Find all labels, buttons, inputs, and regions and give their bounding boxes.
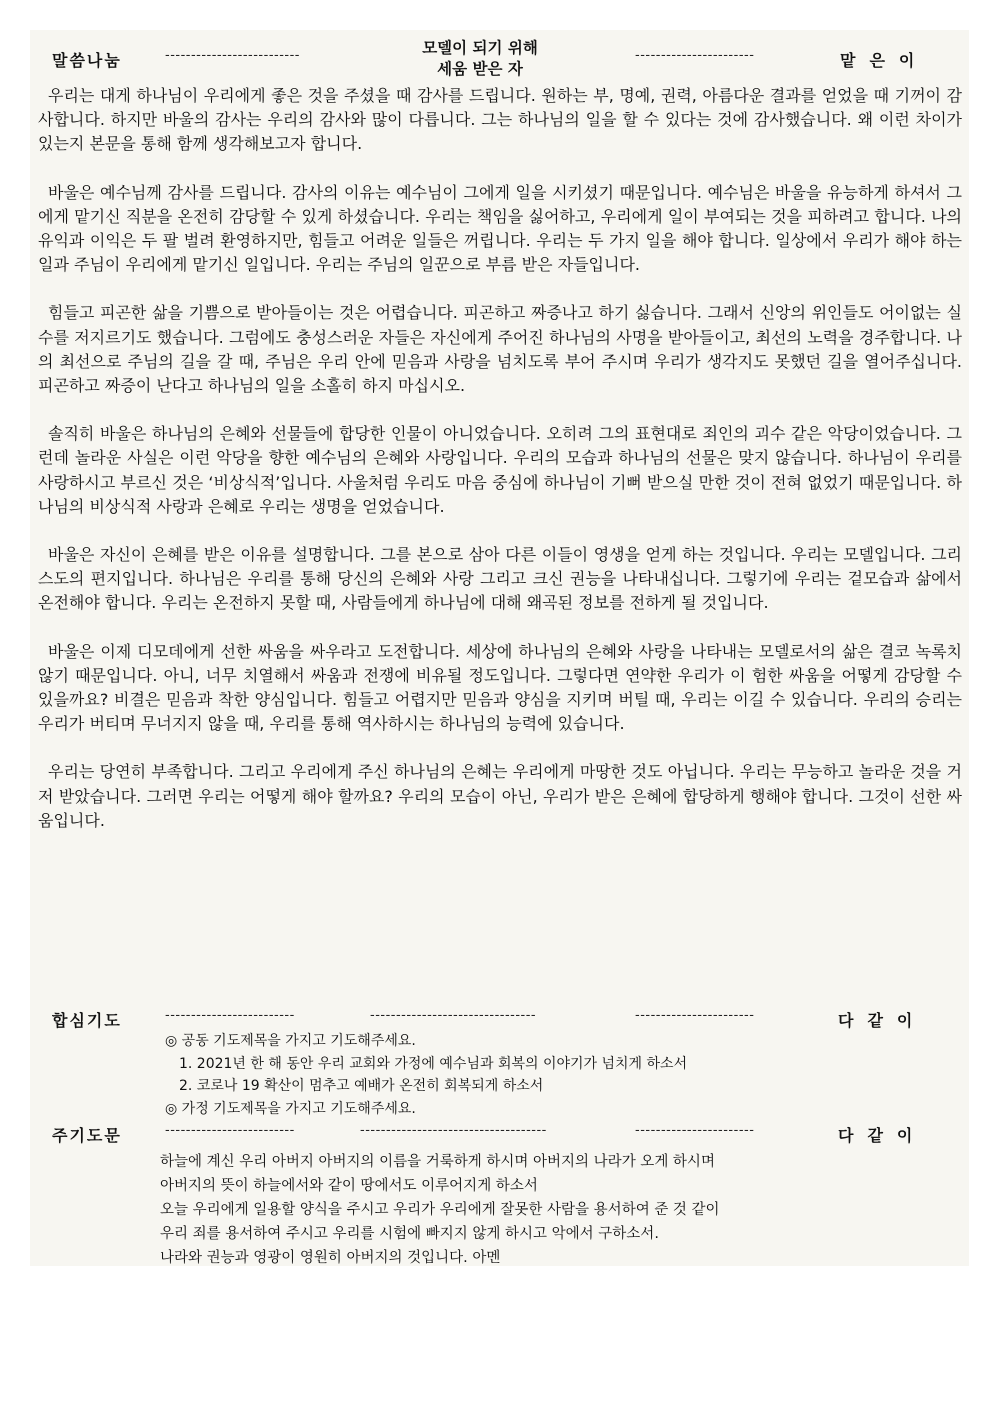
prayer-topics-heading: ◎ 공동 기도제목을 가지고 기도해주세요.	[165, 1033, 416, 1049]
sermon-title-line-1: 모델이 되기 위해	[422, 39, 538, 57]
header-dash-right: -----------------------	[635, 48, 755, 63]
sermon-paragraph: 힘들고 피곤한 삶을 기쁨으로 받아들이는 것은 어렵습니다. 피곤하고 짜증나고 하기 싫습니다. 그래서 신앙의 위인들도 어이없는 실수를 저지르기도 했습니다. 그럼에도 충성스러운 자들은 자신에게 주어진 하나님의 사명을 받아들이고, 최선의 노력을 경주합니다. 나의 최선으로 주님의 길을 갈 때, 주님은 우리 안에 믿음과 사랑을 넘치도록 부어 주시며 우리가 생각지도 못했던 길을 열어주십니다. 피곤하고 짜증이 난다고 하나님의 일을 소홀히 하지 마십시오.	[38, 303, 962, 396]
lords-prayer-dash-1: -------------------------	[165, 1123, 295, 1138]
header-dash-left: --------------------------	[165, 48, 300, 63]
lords-prayer-line: 우리 죄를 용서하여 주시고 우리를 시험에 빠지지 않게 하시고 악에서 구하소서.	[160, 1226, 659, 1242]
lords-prayer-line: 나라와 권능과 영광이 영원히 아버지의 것입니다. 아멘	[160, 1250, 501, 1266]
sermon-paragraph: 우리는 당연히 부족합니다. 그리고 우리에게 주신 하나님의 은혜는 우리에게 마땅한 것도 아닙니다. 우리는 무능하고 놀라운 것을 거저 받았습니다. 그러면 우리는 어떻게 해야 할까요? 우리의 모습이 아닌, 우리가 받은 은혜에 합당하게 행해야 합니다. 그것이 선한 싸움입니다.	[38, 762, 962, 830]
sermon-paragraph: 바울은 자신이 은혜를 받은 이유를 설명합니다. 그를 본으로 삼아 다른 이들이 영생을 얻게 하는 것입니다. 우리는 모델입니다. 그리스도의 편지입니다. 하나님은 우리를 통해 당신의 은혜와 사랑 그리고 크신 권능을 나타내십니다. 그렇기에 우리는 겉모습과 삶에서 온전해야 합니다. 우리는 온전하지 못할 때, 사람들에게 하나님에 대해 왜곡된 정보를 전하게 될 것입니다.	[38, 545, 962, 613]
lords-prayer-dash-3: -----------------------	[635, 1123, 755, 1138]
sermon-body	[38, 84, 962, 833]
sermon-paragraph: 솔직히 바울은 하나님의 은혜와 선물들에 합당한 인물이 아니었습니다. 오히려 그의 표현대로 죄인의 괴수 같은 악당이었습니다. 그런데 놀라운 사실은 이런 악당을 향한 예수님의 은혜와 사랑입니다. 우리의 모습과 하나님의 선물은 맞지 않습니다. 하나님이 우리를 사랑하시고 부르신 것은 ‘비상식적’입니다. 사울처럼 우리도 마음 중심에 하나님이 기뻐 받으실 만한 것이 전혀 없었기 때문입니다. 하나님의 비상식적 사랑과 은혜로 우리는 생명을 얻었습니다.	[38, 424, 962, 516]
lords-prayer-line: 하늘에 계신 우리 아버지 아버지의 이름을 거룩하게 하시며 아버지의 나라가 오게 하시며	[160, 1154, 715, 1170]
joint-prayer-label: 합심기도	[52, 1011, 122, 1030]
lords-prayer-label: 주기도문	[52, 1126, 122, 1145]
lords-prayer-line: 아버지의 뜻이 하늘에서와 같이 땅에서도 이루어지게 하소서	[160, 1178, 538, 1194]
bulletin-sheet	[30, 30, 969, 1266]
joint-prayer-dash-3: -----------------------	[635, 1008, 755, 1023]
lords-prayer-dash-2: ------------------------------------	[360, 1123, 547, 1138]
lords-prayer-line: 오늘 우리에게 일용할 양식을 주시고 우리가 우리에게 잘못한 사람을 용서하여 준 것 같이	[160, 1202, 720, 1218]
prayer-topic-item: 2. 코로나 19 확산이 멈추고 예배가 온전히 회복되게 하소서	[179, 1078, 544, 1094]
section-label: 말씀나눔	[52, 51, 122, 70]
prayer-topics	[165, 1030, 687, 1120]
joint-prayer-dash-2: --------------------------------	[370, 1008, 537, 1023]
family-prayer-heading: ◎ 가정 기도제목을 가지고 기도해주세요.	[165, 1100, 416, 1117]
speaker-label: 맡은이	[840, 51, 929, 70]
prayer-topic-item: 1. 2021년 한 해 동안 우리 교회와 가정에 예수님과 회복의 이야기가 넘치게 하소서	[179, 1055, 688, 1072]
sermon-paragraph: 바울은 예수님께 감사를 드립니다. 감사의 이유는 예수님이 그에게 일을 시키셨기 때문입니다. 예수님은 바울을 유능하게 하셔서 그에게 맡기신 직분을 온전히 감당할 수 있게 하셨습니다. 우리는 책임을 싫어하고, 우리에게 일이 부여되는 것을 피하려고 합니다. 나의 유익과 이익은 두 팔 벌려 환영하지만, 힘들고 어려운 일들은 꺼립니다. 우리는 두 가지 일을 해야 합니다. 일상에서 우리가 해야 하는 일과 주님이 우리에게 맡기신 일입니다. 우리는 주님의 일꾼으로 부름 받은 자들입니다.	[38, 182, 962, 275]
sermon-title-line-2: 세움 받은 자	[437, 60, 523, 78]
sermon-title	[400, 38, 560, 80]
lords-prayer-text	[160, 1150, 720, 1270]
joint-prayer-who: 다같이	[838, 1011, 927, 1030]
lords-prayer-who: 다같이	[838, 1126, 927, 1145]
sermon-paragraph: 바울은 이제 디모데에게 선한 싸움을 싸우라고 도전합니다. 세상에 하나님의 은혜와 사랑을 나타내는 모델로서의 삶은 결코 녹록치 않기 때문입니다. 아니, 너무 치열해서 싸움과 전쟁에 비유될 정도입니다. 그렇다면 연약한 우리가 이 험한 싸움을 어떻게 감당할 수 있을까요? 비결은 믿음과 착한 양심입니다. 힘들고 어렵지만 믿음과 양심을 지키며 버틸 때, 우리는 이길 수 있습니다. 우리의 승리는 우리가 버티며 무너지지 않을 때, 우리를 통해 역사하시는 하나님의 능력에 있습니다.	[38, 641, 962, 734]
sermon-paragraph: 우리는 대게 하나님이 우리에게 좋은 것을 주셨을 때 감사를 드립니다. 원하는 부, 명예, 권력, 아름다운 결과를 얻었을 때 기꺼이 감사합니다. 하지만 바울의 감사는 우리의 감사와 많이 다릅니다. 그는 하나님의 일을 할 수 있다는 것에 감사했습니다. 왜 이런 차이가 있는지 본문을 통해 함께 생각해보고자 합니다.	[38, 86, 962, 154]
joint-prayer-dash-1: -------------------------	[165, 1008, 295, 1023]
lords-prayer-header	[30, 1123, 969, 1149]
